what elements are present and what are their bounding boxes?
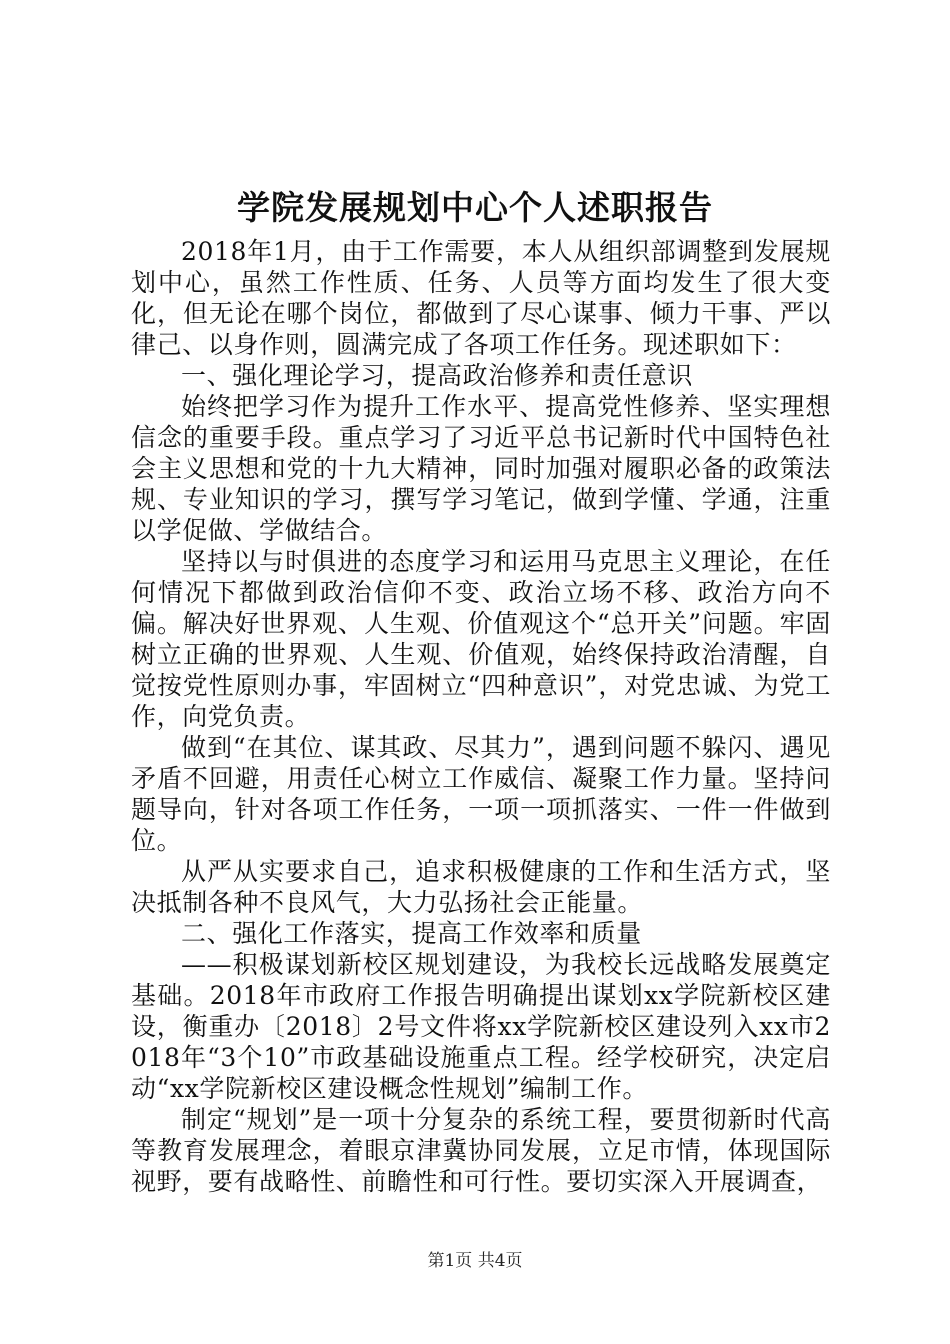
page-number-footer: 第1页 共4页 xyxy=(427,1251,523,1271)
paragraph-planning: 制定“规划”是一项十分复杂的系统工程，要贯彻新时代高等教育发展理念，着眼京津冀协同发展，立足市情，体现国际视野，要有战略性、前瞻性和可行性。要切实深入开展调查， xyxy=(131,1105,831,1196)
document-title: 学院发展规划中心个人述职报告 xyxy=(237,188,713,227)
paragraph-study: 始终把学习作为提升工作水平、提高党性修养、坚实理想信念的重要手段。重点学习了习近平总书记新时代中国特色社会主义思想和党的十九大精神，同时加强对履职必备的政策法规、专业知识的学习，撰写学习笔记，做到学懂、学通，注重以学促做、学做结合。 xyxy=(131,392,831,545)
section-heading-2: 二、强化工作落实，提高工作效率和质量 xyxy=(181,919,642,948)
paragraph-marxism: 坚持以与时俱进的态度学习和运用马克思主义理论，在任何情况下都做到政治信仰不变、政治立场不移、政治方向不偏。解决好世界观、人生观、价值观这个“总开关”问题。牢固树立正确的世界观、人生观、价值观，始终保持政治清醒，自觉按党性原则办事，牢固树立“四种意识”，对党忠诚、为党工作，向党负责。 xyxy=(131,547,831,731)
paragraph-responsibility: 做到“在其位、谋其政、尽其力”，遇到问题不躲闪、遇见矛盾不回避，用责任心树立工作威信、凝聚工作力量。坚持问题导向，针对各项工作任务，一项一项抓落实、一件一件做到位。 xyxy=(131,733,831,855)
paragraph-intro: 2018年1月，由于工作需要，本人从组织部调整到发展规划中心，虽然工作性质、任务、人员等方面均发生了很大变化，但无论在哪个岗位，都做到了尽心谋事、倾力干事、严以律己、以身作则，圆满完成了各项工作任务。现述职如下： xyxy=(131,237,831,359)
paragraph-new-campus: ——积极谋划新校区规划建设，为我校长远战略发展奠定基础。2018年市政府工作报告明确提出谋划xx学院新校区建设，衡重办〔2018〕2号文件将xx学院新校区建设列入xx市2018年“3个10”市政基础设施重点工程。经学校研究，决定启动“xx学院新校区建设概念性规划”编制工作。 xyxy=(131,950,831,1103)
section-heading-1: 一、强化理论学习，提高政治修养和责任意识 xyxy=(181,361,694,390)
document-body xyxy=(131,236,831,1197)
paragraph-discipline: 从严从实要求自己，追求积极健康的工作和生活方式，坚决抵制各种不良风气，大力弘扬社会正能量。 xyxy=(131,857,831,917)
